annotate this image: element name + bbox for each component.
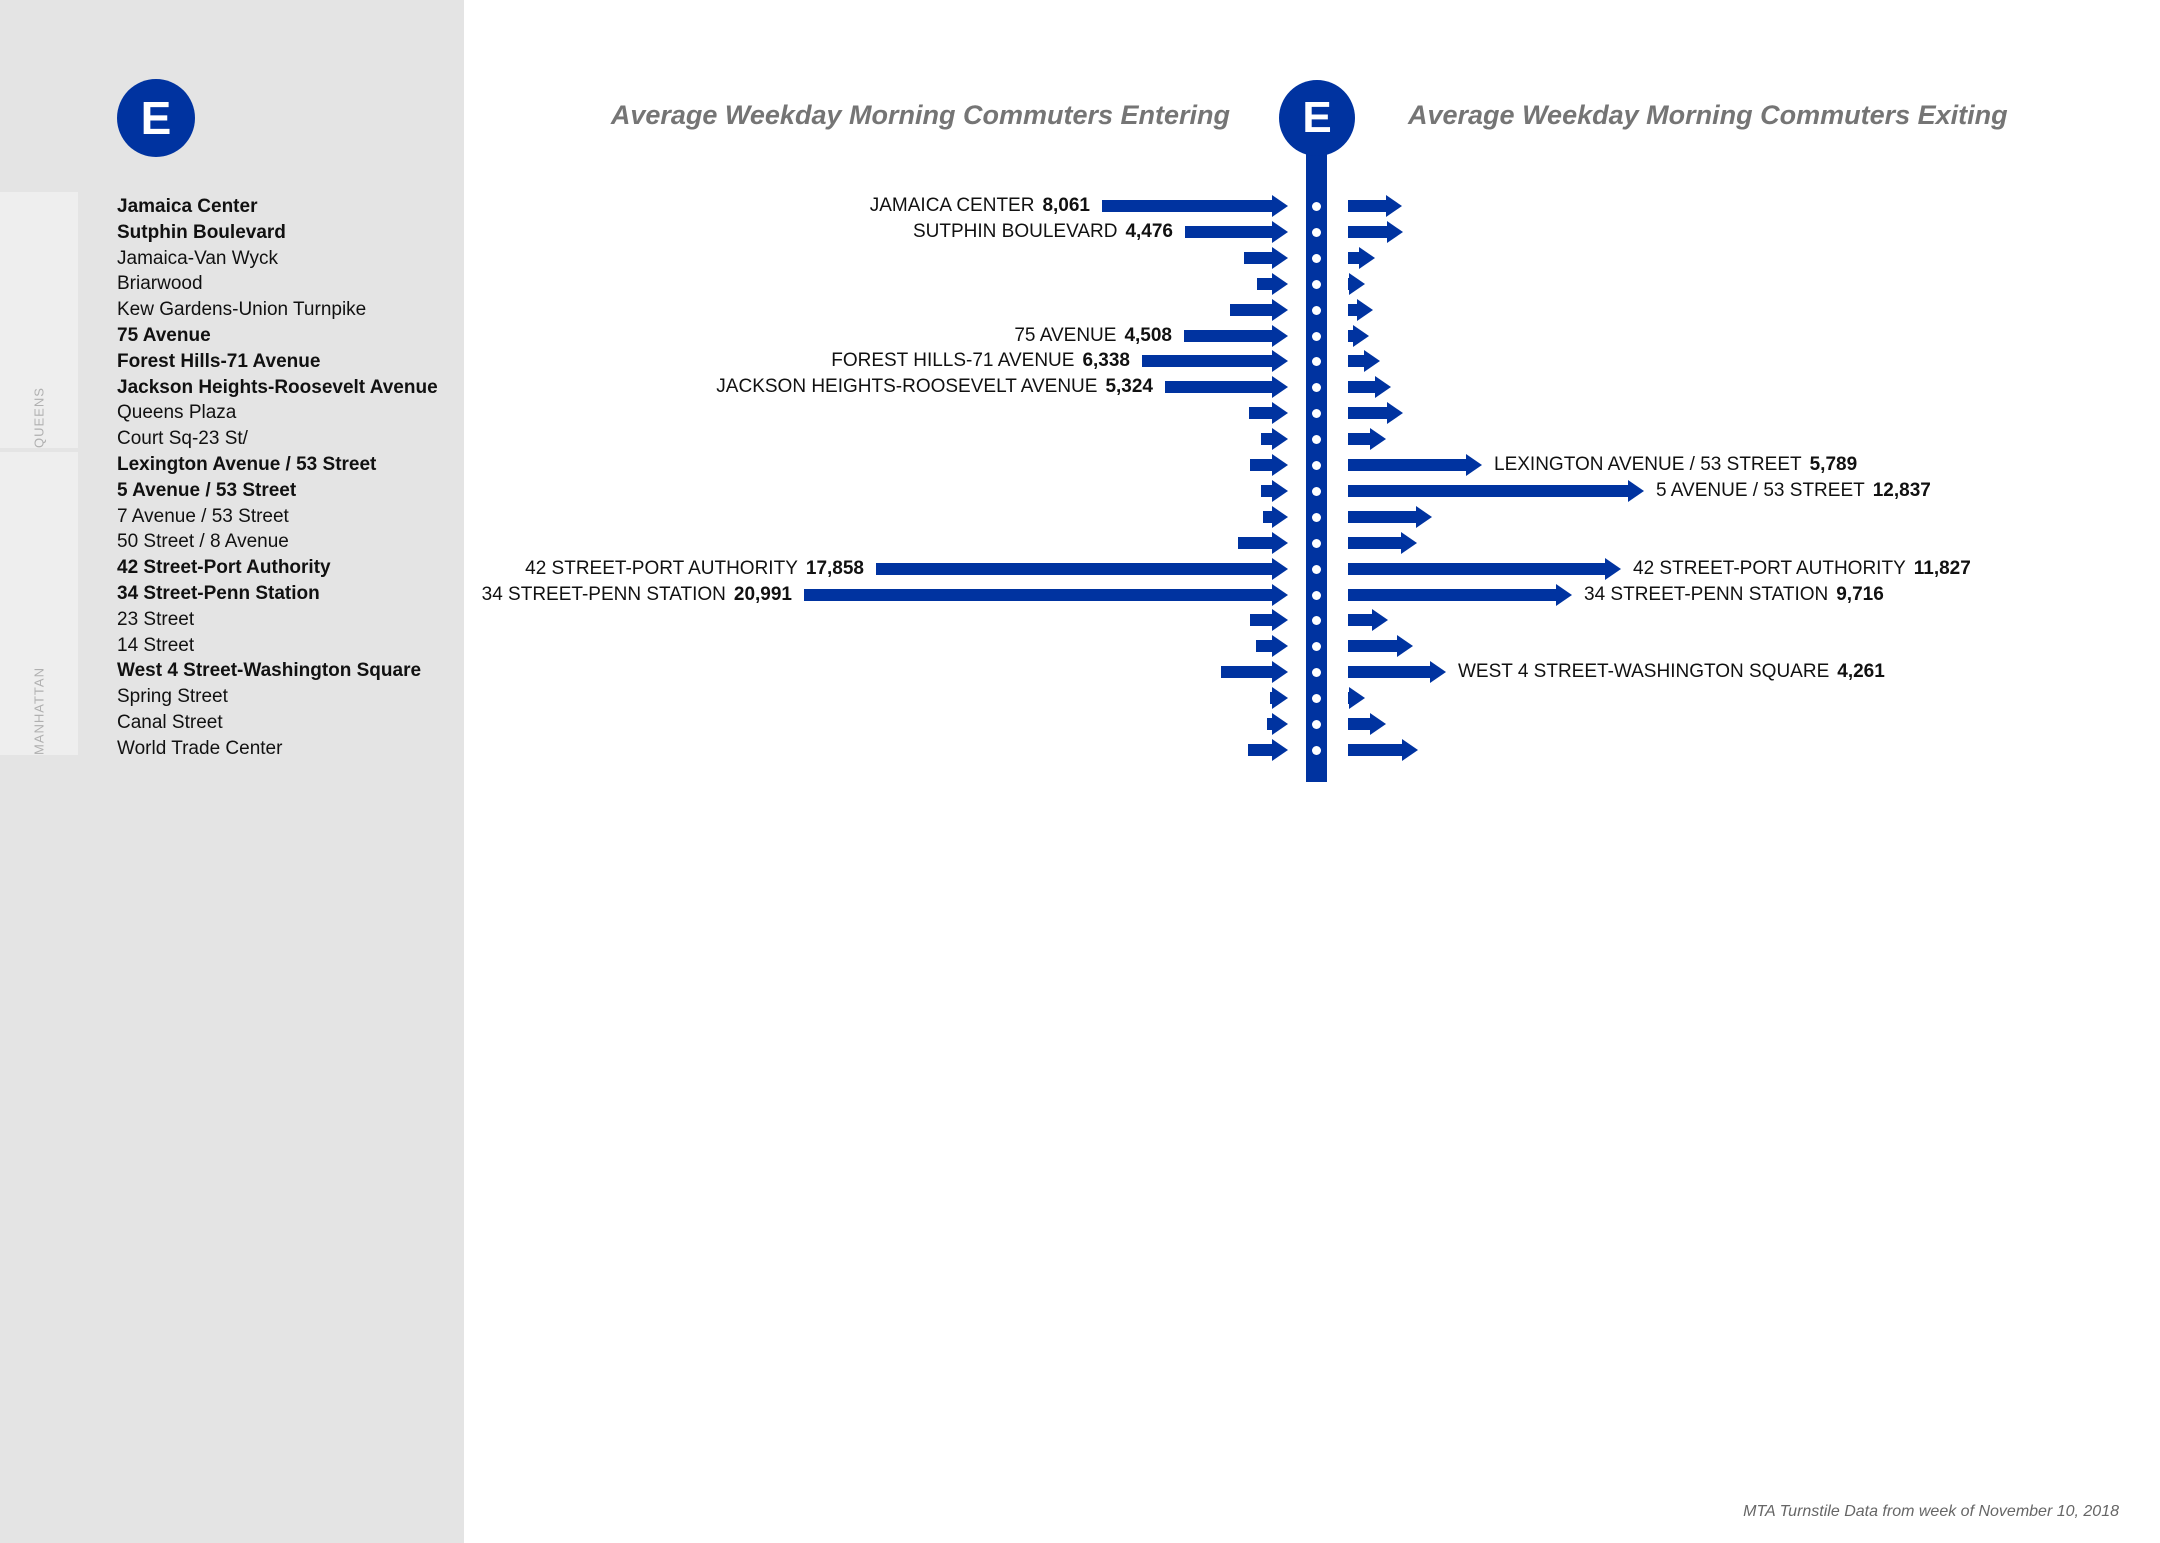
station-dot xyxy=(1312,228,1321,237)
station-list-item: Sutphin Boulevard xyxy=(117,221,286,243)
sidebar xyxy=(0,0,464,1543)
enter-arrow xyxy=(1165,376,1288,398)
exit-arrow xyxy=(1348,325,1369,347)
station-list xyxy=(117,194,438,762)
enter-arrow xyxy=(1250,609,1288,631)
exit-flow-label: 34 STREET-PENN STATION 9,716 xyxy=(1584,583,1884,605)
exit-arrow xyxy=(1348,713,1386,735)
enter-arrow xyxy=(876,558,1288,580)
heading-exiting: Average Weekday Morning Commuters Exiting xyxy=(1408,100,2008,130)
enter-arrow xyxy=(1238,532,1288,554)
enter-flow-label: JACKSON HEIGHTS-ROOSEVELT AVENUE 5,324 xyxy=(716,376,1153,398)
station-list-item: 50 Street / 8 Avenue xyxy=(117,531,289,553)
enter-arrow xyxy=(1142,350,1288,372)
enter-flow-label: SUTPHIN BOULEVARD 4,476 xyxy=(912,220,1173,242)
enter-arrow xyxy=(1249,402,1288,424)
enter-arrow xyxy=(1270,687,1288,709)
enter-flow-label: 34 STREET-PENN STATION 20,991 xyxy=(481,583,792,605)
enter-arrow xyxy=(1267,713,1288,735)
enter-arrow xyxy=(1261,480,1288,502)
enter-flow-label: 42 STREET-PORT AUTHORITY 17,858 xyxy=(525,557,864,579)
station-dot xyxy=(1312,280,1321,289)
enter-arrow xyxy=(1261,428,1288,450)
station-list-item: 75 Avenue xyxy=(117,324,211,346)
exit-arrow xyxy=(1348,273,1365,295)
station-list-item: Briarwood xyxy=(117,273,203,295)
exit-arrow xyxy=(1348,221,1403,243)
enter-arrow xyxy=(1244,247,1288,269)
station-dot xyxy=(1312,487,1321,496)
station-list-item: Jackson Heights-Roosevelt Avenue xyxy=(117,376,438,398)
exit-arrow xyxy=(1348,506,1432,528)
station-dot xyxy=(1312,720,1321,729)
exit-arrow xyxy=(1348,247,1375,269)
station-list-item: 23 Street xyxy=(117,608,195,630)
heading-entering: Average Weekday Morning Commuters Entering xyxy=(610,100,1230,130)
enter-arrow xyxy=(1184,325,1288,347)
borough-label-manhattan: MANHATTAN xyxy=(31,667,47,755)
station-dot xyxy=(1312,332,1321,341)
exit-flow-label: LEXINGTON AVENUE / 53 STREET 5,789 xyxy=(1494,454,1858,475)
enter-arrow xyxy=(1256,635,1288,657)
station-dot xyxy=(1312,513,1321,522)
borough-label-queens: QUEENS xyxy=(31,387,47,448)
exit-arrow xyxy=(1348,609,1388,631)
exit-arrow xyxy=(1348,687,1365,709)
station-list-item: World Trade Center xyxy=(117,737,283,759)
exit-arrow xyxy=(1348,480,1644,502)
enter-flow-label: FOREST HILLS-71 AVENUE 6,338 xyxy=(831,350,1130,372)
station-list-item: 5 Avenue / 53 Street xyxy=(117,479,297,501)
exit-arrow xyxy=(1348,454,1482,476)
station-list-item: Jamaica-Van Wyck xyxy=(117,247,279,269)
enter-arrow xyxy=(1230,299,1288,321)
station-dot xyxy=(1312,565,1321,574)
exit-arrow xyxy=(1348,558,1621,580)
exit-arrow xyxy=(1348,402,1403,424)
station-dot xyxy=(1312,254,1321,263)
station-dot xyxy=(1312,202,1321,211)
station-list-item: Spring Street xyxy=(117,686,228,708)
exit-arrow xyxy=(1348,661,1446,683)
station-list-item: Canal Street xyxy=(117,711,223,733)
exit-arrow xyxy=(1348,350,1380,372)
station-list-item: Kew Gardens-Union Turnpike xyxy=(117,299,367,321)
exit-flow-label: 42 STREET-PORT AUTHORITY 11,827 xyxy=(1633,557,1971,579)
enter-arrow xyxy=(804,584,1288,606)
station-dot xyxy=(1312,591,1321,600)
exit-arrow xyxy=(1348,195,1402,217)
exit-arrow xyxy=(1348,739,1418,761)
enter-arrow xyxy=(1102,195,1288,217)
enter-arrow xyxy=(1185,221,1288,243)
exit-arrow xyxy=(1348,584,1572,606)
exit-arrow xyxy=(1348,299,1373,321)
station-list-item: 42 Street-Port Authority xyxy=(117,557,331,579)
enter-flow-label: 75 AVENUE 4,508 xyxy=(1014,324,1172,346)
line-e-badge-icon: E xyxy=(117,79,195,157)
station-list-item: West 4 Street-Washington Square xyxy=(117,660,422,682)
enter-arrow xyxy=(1257,273,1288,295)
station-list-item: 7 Avenue / 53 Street xyxy=(117,505,289,527)
exit-flow-label: WEST 4 STREET-WASHINGTON SQUARE 4,261 xyxy=(1458,661,1885,683)
exit-arrow xyxy=(1348,428,1386,450)
enter-arrow xyxy=(1248,739,1288,761)
station-list-item: Lexington Avenue / 53 Street xyxy=(117,453,377,475)
exit-flow-label: 5 AVENUE / 53 STREET 12,837 xyxy=(1656,479,1931,501)
source-note: MTA Turnstile Data from week of November 10, 2018 xyxy=(1743,1503,2119,1520)
station-list-item: 14 Street xyxy=(117,634,195,656)
station-list-item: Queens Plaza xyxy=(117,402,237,424)
station-dot xyxy=(1312,539,1321,548)
station-dot xyxy=(1312,461,1321,470)
exit-arrow xyxy=(1348,532,1417,554)
station-dot xyxy=(1312,306,1321,315)
enter-arrow xyxy=(1250,454,1288,476)
station-list-item: Court Sq-23 St/ xyxy=(117,428,248,450)
station-list-item: Forest Hills-71 Avenue xyxy=(117,350,321,372)
enter-arrow xyxy=(1221,661,1288,683)
line-e-top-badge-icon: E xyxy=(1279,80,1355,156)
exit-arrow xyxy=(1348,635,1413,657)
station-list-item: 34 Street-Penn Station xyxy=(117,582,320,604)
exit-arrow xyxy=(1348,376,1391,398)
enter-arrow xyxy=(1263,506,1288,528)
enter-flow-label: JAMAICA CENTER 8,061 xyxy=(869,195,1090,216)
station-list-item: Jamaica Center xyxy=(117,196,258,217)
station-dot xyxy=(1312,746,1321,755)
